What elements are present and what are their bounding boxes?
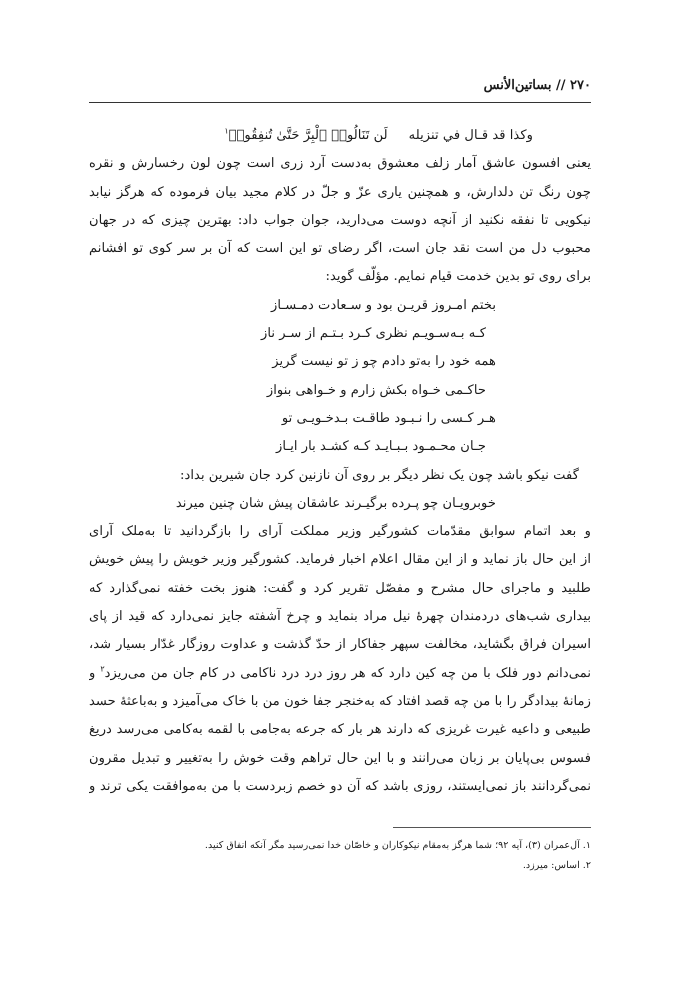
text-line-13: گفت نیکو باشد چون یک نظر دیگر بر روی آن نازنین کرد جان شیرین بداد: (180, 467, 579, 483)
footnote-rule (393, 827, 591, 828)
text-line-15: و بعد اتمام سوابق مقدّمات کشورگیر وزیر مملکت آرای را بازگردانید تا به‌ملک آرای (89, 524, 591, 540)
main-text (89, 122, 591, 801)
verse-couplet: خوبرویـان چو پـرده برگیـرند عاشقان پیش شان چنین میرند (175, 495, 496, 511)
running-head: ۲۷۰ // بساتين‌الأنس (483, 78, 591, 93)
text-line-20-tail: و (89, 665, 101, 681)
verse-line-3: همه خود را به‌تو دادم چو ز تو نیست گریز (272, 354, 496, 370)
verse-line-1: بختم امـروز قریـن بود و سـعادت دمـسـاز (271, 297, 496, 313)
text-line-24: نمی‌گردانند باز نمی‌ایستند، روزی باشد که آن دو خصم زبردست با من به‌موافقت یکی ترند و (89, 778, 591, 794)
quran-verse: لَن تَنَالُوا۟ ٱلْبِرَّ حَتَّىٰ تُنفِقُوا۟ (228, 128, 388, 143)
text-line-18: بیداری شب‌های دردمندان چهرهٔ نیل مراد بنماید و چرخ آشفته جایز نمی‌دارد که قید از پای (89, 609, 591, 625)
footnotes (89, 836, 591, 876)
text-line-20-body: نمی‌دانم دور فلک با من چه کین دارد که هر روز درد درد ناکامی در کام جان من می‌ریزد (104, 665, 591, 681)
text-line-22: طبیعی و داعیه غیرت غریزی که دارند هر بار که جرعه به‌جامی با لقمه به‌کامی می‌رسد دریغ (89, 722, 591, 738)
text-line-17: طلبید و ماجرای حال مشرح و مفصّل تقریر کرد و گفت: هنوز بخت خفته نمی‌گذارد که (89, 580, 591, 596)
header-rule (89, 102, 591, 103)
verse-line-2: کـه بـه‌سـویـم نظری کـرد بـتـم از سـر ناز (260, 326, 486, 342)
footnote-mark-2: ۲ (100, 664, 105, 674)
text-line-20 (89, 660, 591, 688)
verse-line-5: هـر کـسی را نـبـود طاقـت بـدخـویـی تو (281, 410, 496, 426)
quran-citation-line (89, 122, 591, 150)
text-line-5: محبوب دل من است نقد جان است، اگر رضای تو این است که آن بر سر کوی تو افشانم (89, 241, 591, 257)
citation-intro: وكذا قد قـال في تنزيله (408, 128, 533, 143)
footnote-1: ۱. آل‌عمران (۳)، آیه ۹۲؛ شما هرگز به‌مقام نیکوکاران و خاصّان خدا نمی‌رسید مگر آنکه انفاق کنید. (204, 840, 591, 851)
verse-line-4: حاکـمی خـواه بکش زارم و خـواهی بنواز (266, 382, 486, 398)
text-line-3: چون رنگ تن دلدارش، و همچنین یاری عزّ و جلّ در کلام مجید بیان فرموده که هرگز نیابد (89, 184, 591, 200)
text-line-16: از این حال باز نماید و از این مقال اعلام اخبار فرماید. کشورگیر وزیر خویش را پیش خویش (89, 552, 591, 568)
verse-line-6: جـان محـمـود بـبـایـد کـه کشـد بار ایـاز (275, 439, 486, 455)
text-line-23: فسوس بی‌پایان بر زبان می‌رانند و با این حال تراهم وقت خوش را به‌تغییر و تبدیل مقرون (89, 750, 591, 766)
text-line-21: زمانهٔ بیدادگر را با من چه قصد افتاد که به‌خنجر جفا خون من با خاک می‌آمیزد و به‌باعثهٔ حسد (89, 693, 591, 709)
text-line-4: نیکویی تا نفقه نکنید از آنچه دوست می‌دارید، جوان جواب داد: بهترین چیزی که در جهان (89, 212, 591, 228)
footnote-mark-1: ۱ (224, 126, 229, 136)
text-line-19: اسیران فراق بگشاید، مخالفت سپهر جفاکار از حدّ گذشت و عداوت روزگار غدّار بسیار شد، (89, 637, 591, 653)
text-line-6: برای روی تو بدین خدمت قیام نمایم. مؤلّف گوید: (325, 269, 591, 285)
text-line-2: یعنی افسون عاشق آمار زلف معشوق به‌دست آرد زری است چون لون رخسارش و نقره (89, 156, 591, 172)
footnote-2: ۲. اساس: میرزد. (522, 860, 591, 871)
